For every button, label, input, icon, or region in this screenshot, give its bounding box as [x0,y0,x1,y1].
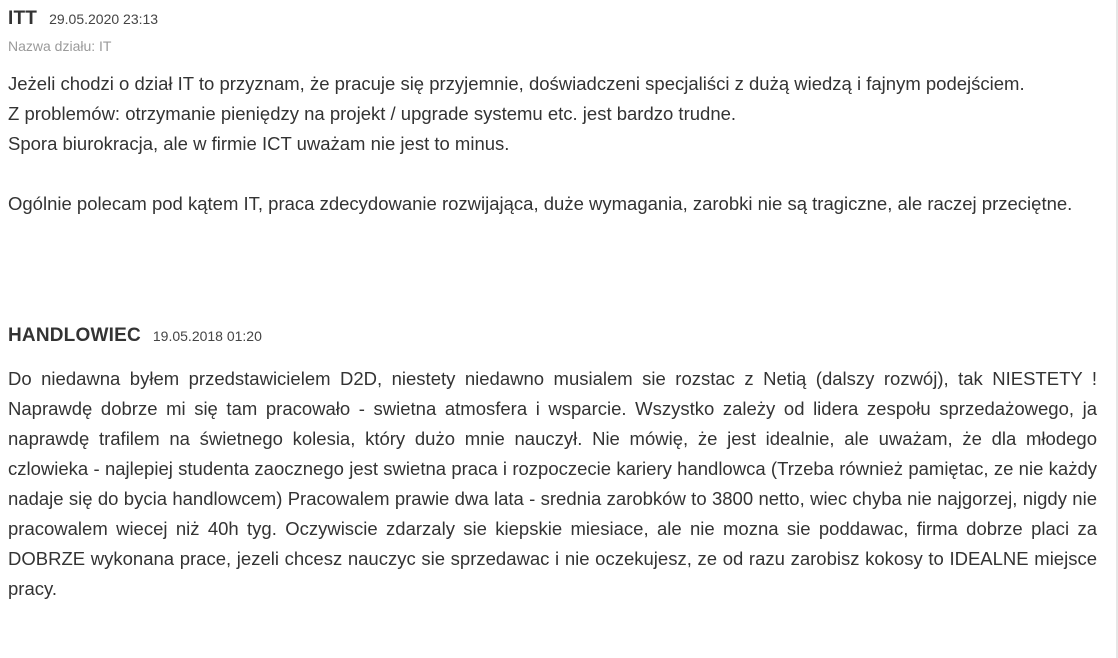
review-paragraph: Ogólnie polecam pod kątem IT, praca zdecydowanie rozwijająca, duże wymagania, zarobki nie są tragiczne, ale raczej przeciętne. [8,193,1073,214]
review-date: 29.05.2020 23:13 [49,11,159,27]
review-body [8,69,1097,219]
review-item [8,325,1097,604]
review-author: ITT [8,8,38,29]
review-author: HANDLOWIEC [8,325,141,346]
review-header [8,8,1097,30]
review-date: 19.05.2018 01:20 [152,328,262,344]
review-paragraph: Spora biurokracja, ale w firmie ICT uważam nie jest to minus. [8,133,510,154]
review-item [8,8,1097,219]
review-header [8,325,1097,347]
review-department: Nazwa działu: IT [8,38,112,54]
review-body [8,364,1097,604]
review-paragraph: Do niedawna byłem przedstawicielem D2D, niestety niedawno musialem sie rozstac z Netią (dalszy rozwój), tak NIESTETY ! Naprawdę dobrze mi się tam pracowało - swietna atmosfera i wsparcie. Wszystko zależy od lidera zespołu sprzedażowego, ja naprawdę trafilem na świetnego kolesia, który dużo mnie nauczył. Nie mówię, że jest idealnie, ale uważam, że dla młodego czlowieka - najlepiej studenta zaocznego jest swietna praca i rozpoczecie kariery handlowca (Trzeba również pamiętac, ze nie każdy nadaje się do bycia handlowcem) Pracowalem prawie dwa lata - srednia zarobków to 3800 netto, wiec chyba nie najgorzej, nigdy nie pracowalem wiecej niż 40h tyg. Oczywiscie zdarzaly sie kiepskie miesiace, ale nie mozna sie poddawac, firma dobrze placi za DOBRZE wykonana prace, jezeli chcesz nauczyc sie sprzedawac i nie oczekujesz, ze od razu zarobisz kokosy to IDEALNE miejsce pracy. [8,368,1097,599]
review-paragraph: Jeżeli chodzi o dział IT to przyznam, że pracuje się przyjemnie, doświadczeni specjaliści z dużą wiedzą i fajnym podejściem. [8,73,1025,94]
paragraph-gap [8,159,1097,189]
review-paragraph: Z problemów: otrzymanie pieniędzy na projekt / upgrade systemu etc. jest bardzo trudne. [8,103,737,124]
